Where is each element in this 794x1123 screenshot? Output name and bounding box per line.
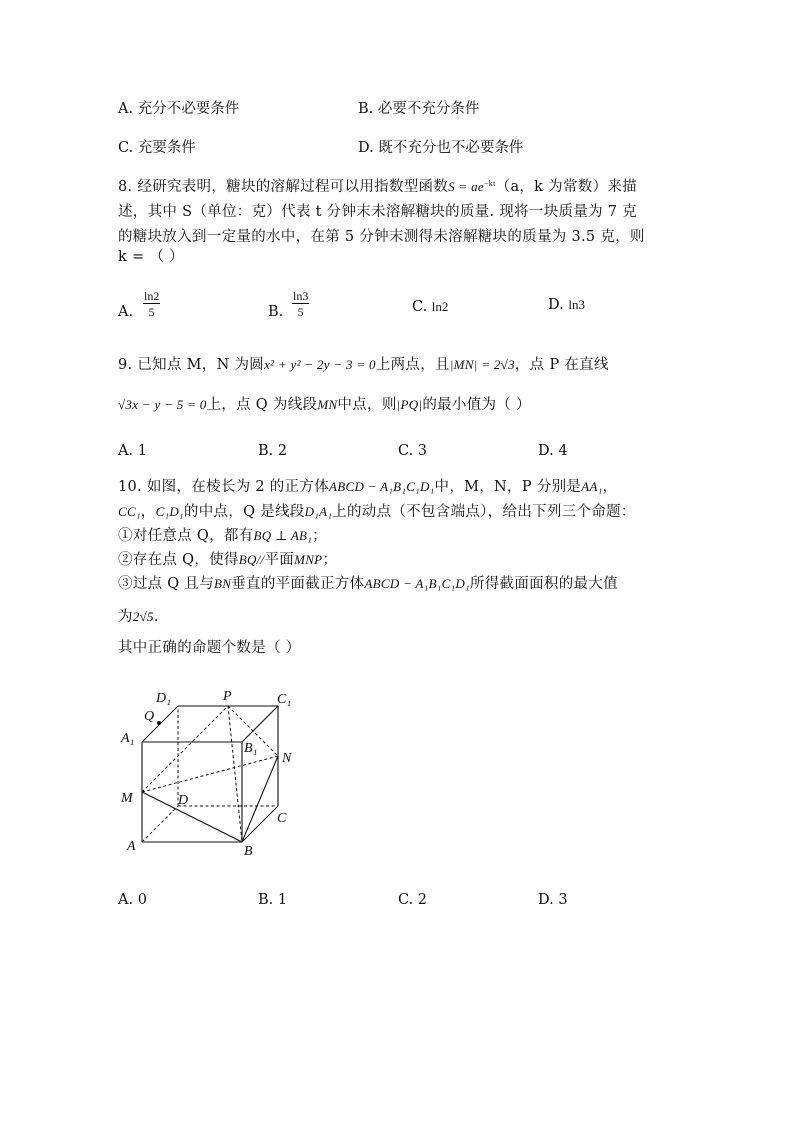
- segment-b-n: [242, 756, 278, 842]
- label-b: B: [244, 844, 253, 859]
- q10-proposition-3: ③过点 Q 且与BN垂直的平面截正方体ABCD − A₁B₁C₁D₁所得截面面积的最大值: [118, 576, 618, 592]
- q7-option-d: D. 既不充分也不必要条件: [358, 140, 524, 156]
- q10-option-d: D. 3: [538, 892, 568, 908]
- q10-proposition-1: ①对任意点 Q，都有BQ ⊥ AB₁；: [118, 528, 327, 544]
- label-a1: A₁: [121, 731, 135, 746]
- label-b1: B₁: [244, 741, 258, 756]
- q9-stem-b: 上两点，且: [375, 357, 450, 373]
- q8-option-a-denominator: 5: [148, 305, 155, 319]
- q10-stem-b: 中，M，N，P 分别是: [434, 479, 582, 495]
- label-p: P: [223, 689, 232, 704]
- q9-circle-equation: x² + y² − 2y − 3 = 0: [264, 357, 376, 372]
- q9-mn-length: |MN| = 2√3: [449, 357, 515, 372]
- q9-option-d: D. 4: [538, 443, 568, 459]
- q10-c1d1: C₁D₁: [155, 504, 184, 519]
- label-q: Q: [144, 709, 155, 724]
- label-n: N: [282, 751, 292, 766]
- q8-option-a-numerator: ln2: [144, 289, 160, 303]
- q9-option-b: B. 2: [258, 443, 288, 459]
- q10-stem-c: ，: [602, 479, 618, 495]
- q10-cube-name: ABCD − A₁B₁C₁D₁: [329, 479, 435, 494]
- q8-stem-b: （a，k 为常数）来描: [495, 179, 637, 195]
- q10-stem-d: ，: [140, 504, 156, 520]
- segment-p-b: [228, 706, 242, 842]
- segment-m-b: [142, 792, 242, 842]
- q10-line-2: [118, 505, 636, 520]
- label-m: M: [121, 791, 133, 806]
- q9-stem-a: 9. 已知点 M，N 为圆: [118, 357, 265, 373]
- q10-line-1: [118, 480, 617, 495]
- q9-segment: MN: [317, 397, 338, 412]
- q10-stem-e: 的中点，Q 是线段: [183, 504, 305, 520]
- label-a: A: [127, 839, 136, 854]
- q8-option-d: D. ln3: [548, 297, 585, 313]
- q8-line-2: 述，其中 S（单位：克）代表 t 分钟末未溶解糖块的质量. 现将一块质量为 7 克: [118, 204, 638, 220]
- q9-stem-c: ，点 P 在直线: [514, 357, 609, 373]
- q9-line-1: [118, 358, 609, 373]
- edge-b1-c1: [242, 706, 278, 742]
- q8-option-c: C. ln2: [412, 299, 449, 315]
- q10-stem-f: 上的动点（不包含端点），给出下列三个命题：: [332, 504, 636, 520]
- q7-option-a: A. 充分不必要条件: [118, 101, 240, 117]
- q9-stem-f: 的最小值为（ ）: [422, 397, 531, 413]
- q8-option-a-label: A.: [118, 304, 134, 320]
- q9-pq: |PQ|: [396, 397, 423, 412]
- q9-option-c: C. 3: [398, 443, 428, 459]
- q9-option-a: A. 1: [118, 443, 147, 459]
- label-d1: D₁: [156, 691, 171, 706]
- q9-stem-e: 中点，则: [337, 397, 397, 413]
- q10-cube-figure: [110, 682, 310, 862]
- label-d: D: [178, 793, 189, 808]
- q8-stem-a: 8. 经研究表明，糖块的溶解过程可以用指数型函数: [118, 179, 449, 195]
- edge-b-c: [242, 806, 278, 842]
- q8-option-b-denominator: 5: [297, 305, 304, 319]
- point-q: [157, 721, 161, 725]
- q10-option-b: B. 1: [258, 892, 288, 908]
- q9-line-equation: √3x − y − 5 = 0: [118, 397, 207, 412]
- q8-line-1: [118, 180, 637, 195]
- label-c: C: [277, 811, 287, 826]
- q8-option-a-fraction: [143, 290, 160, 318]
- q8-option-b-numerator: ln3: [293, 289, 309, 303]
- q8-formula: $S = ae^{-kt}$: [448, 179, 496, 194]
- q7-option-c: C. 充要条件: [118, 140, 196, 156]
- q10-option-a: A. 0: [118, 892, 147, 908]
- hidden-edge-a-d: [142, 806, 178, 842]
- q9-stem-d: 上，点 Q 为线段: [206, 397, 318, 413]
- q10-cc1: CC₁: [118, 504, 141, 519]
- q10-stem-a: 10. 如图，在棱长为 2 的正方体: [118, 479, 330, 495]
- q7-option-b: B. 必要不充分条件: [358, 101, 480, 117]
- q8-option-b-label: B.: [268, 304, 284, 320]
- q8-line-3: 的糖块放入到一定量的水中，在第 5 分钟末测得未溶解糖块的质量为 3.5 克，则: [118, 229, 645, 245]
- segment-m-p: [142, 706, 228, 792]
- q10-aa1: AA₁: [581, 479, 603, 494]
- q10-question: 其中正确的命题个数是（ ）: [118, 640, 301, 656]
- q8-line-4: k = （ ）: [118, 249, 184, 265]
- q10-proposition-3-cont: 为2√5.: [118, 609, 159, 625]
- q10-d1a1: D₁A₁: [304, 504, 333, 519]
- q10-option-c: C. 2: [398, 892, 428, 908]
- segment-m-n: [142, 756, 278, 792]
- q9-line-2: [118, 398, 531, 413]
- label-c1: C₁: [277, 692, 292, 707]
- q10-proposition-2: ②存在点 Q，使得BQ//平面MNP；: [118, 552, 338, 568]
- q8-option-b-fraction: [292, 290, 309, 318]
